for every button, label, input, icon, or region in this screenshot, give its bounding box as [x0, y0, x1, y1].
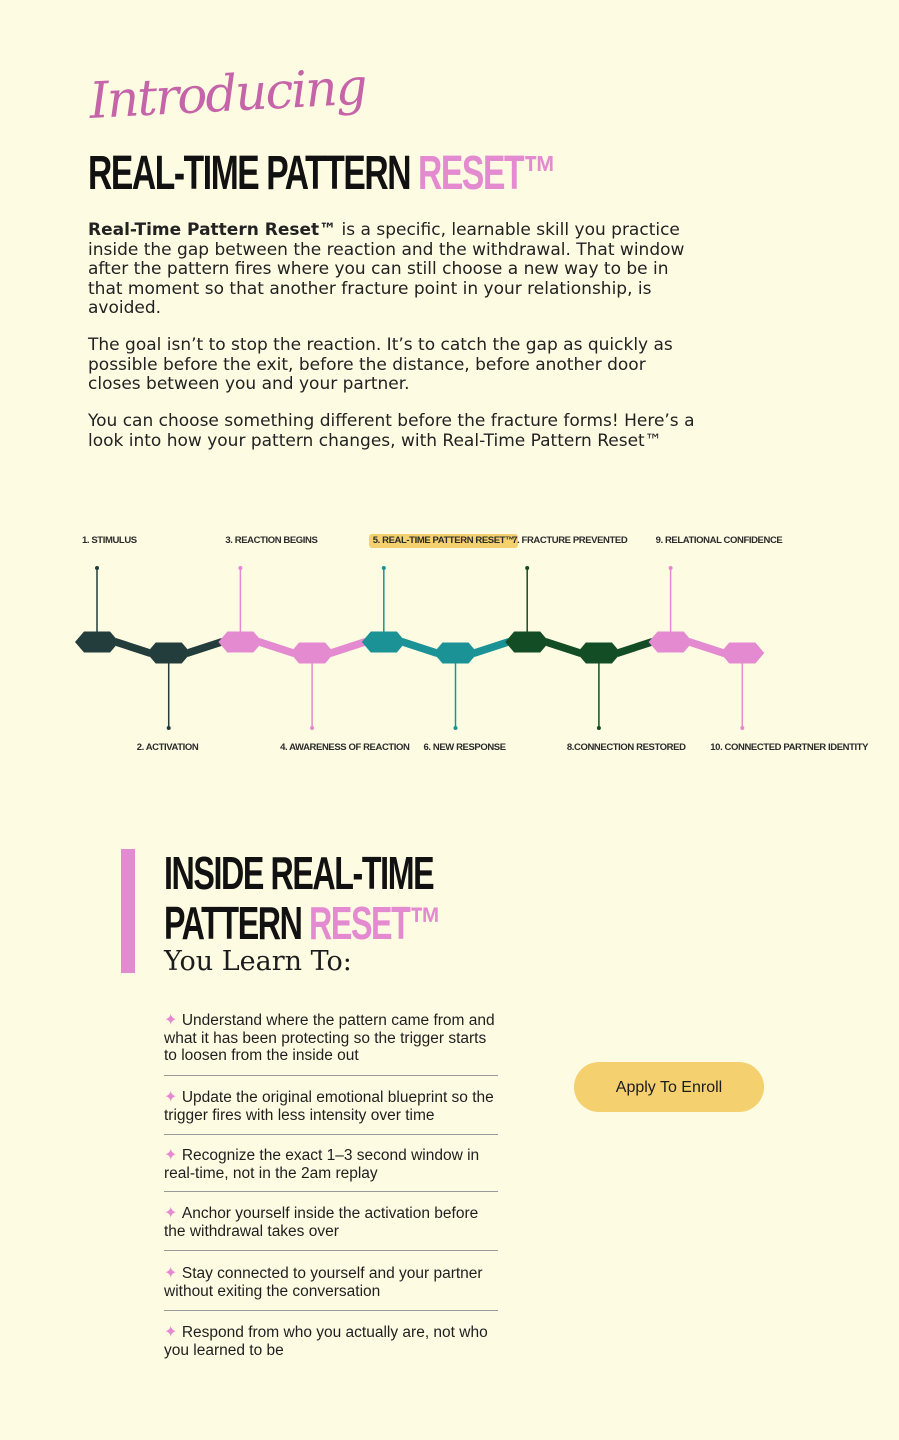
- timeline-connector: [403, 638, 437, 657]
- timeline-connector: [259, 638, 293, 657]
- list-divider: [164, 1310, 498, 1311]
- title-dark: REAL-TIME PATTERN: [88, 147, 419, 200]
- timeline-graphic: [0, 520, 899, 770]
- timeline-connector: [475, 638, 509, 657]
- learn-list-item: [164, 1089, 498, 1124]
- timeline-stem-dot: [238, 566, 242, 570]
- pattern-timeline: [0, 520, 899, 770]
- timeline-node: [505, 632, 549, 653]
- timeline-node: [362, 632, 406, 653]
- section-title-line-1: INSIDE REAL-TIME: [164, 847, 434, 899]
- timeline-stem-dot: [310, 726, 314, 730]
- timeline-connector: [618, 638, 652, 657]
- learn-item-text: Update the original emotional blueprint so the trigger fires with less intensity over time: [164, 1089, 494, 1124]
- timeline-stem-dot: [167, 726, 171, 730]
- learn-item-text: Respond from who you actually are, not who you learned to be: [164, 1324, 488, 1359]
- learn-item-text: Stay connected to yourself and your partner without exiting the conversation: [164, 1265, 483, 1300]
- intro-paragraph-3: You can choose something different before the fracture forms! Here’s a look into how your pattern changes, with Real-Time Pattern Reset™: [88, 411, 695, 451]
- timeline-connector: [116, 638, 150, 657]
- intro-bold-term: Real-Time Pattern Reset™: [88, 220, 337, 240]
- timeline-stem-dot: [740, 726, 744, 730]
- timeline-connector: [546, 638, 580, 657]
- timeline-node: [720, 643, 764, 664]
- timeline-stem-dot: [382, 566, 386, 570]
- section-accent-bar: [121, 849, 135, 973]
- timeline-stem-dot: [525, 566, 529, 570]
- timeline-node: [75, 632, 119, 653]
- timeline-node: [147, 643, 191, 664]
- section-title-dark: PATTERN: [164, 897, 310, 949]
- timeline-step-label: 7. FRACTURE PREVENTED: [512, 535, 628, 546]
- introducing-script: Introducing: [87, 57, 367, 130]
- timeline-node: [218, 632, 262, 653]
- learn-list-item: [164, 1205, 498, 1240]
- timeline-stem-dot: [597, 726, 601, 730]
- learn-item-text: Recognize the exact 1–3 second window in real-time, not in the 2am replay: [164, 1147, 480, 1182]
- section-title-line-2: [164, 897, 441, 949]
- timeline-step-label: 5. REAL-TIME PATTERN RESET™: [369, 534, 518, 548]
- learn-item-text: Understand where the pattern came from and what it has been protecting so the trigger starts to loosen from the inside out: [164, 1012, 495, 1064]
- timeline-step-label: 6. NEW RESPONSE: [423, 742, 506, 753]
- list-divider: [164, 1191, 498, 1192]
- apply-to-enroll-button[interactable]: Apply To Enroll: [574, 1062, 764, 1112]
- timeline-stem-dot: [454, 726, 458, 730]
- list-divider: [164, 1075, 498, 1076]
- sparkle-icon: ✦: [164, 1205, 182, 1222]
- sparkle-icon: ✦: [164, 1265, 182, 1282]
- title-pink: RESET™: [418, 147, 556, 200]
- timeline-step-label: 3. REACTION BEGINS: [225, 535, 318, 546]
- timeline-step-label: 4. AWARENESS OF REACTION: [280, 742, 410, 753]
- learn-list-item: [164, 1147, 498, 1182]
- timeline-connector: [188, 638, 222, 657]
- timeline-connector: [690, 638, 724, 657]
- learn-list-item: [164, 1012, 498, 1065]
- timeline-node: [577, 643, 621, 664]
- list-divider: [164, 1250, 498, 1251]
- timeline-node: [649, 632, 693, 653]
- sparkle-icon: ✦: [164, 1089, 182, 1106]
- timeline-stem-dot: [95, 566, 99, 570]
- sparkle-icon: ✦: [164, 1147, 182, 1164]
- timeline-step-label: 2. ACTIVATION: [136, 742, 199, 753]
- learn-item-text: Anchor yourself inside the activation before the withdrawal takes over: [164, 1205, 479, 1240]
- timeline-stem-dot: [669, 566, 673, 570]
- section-subtitle: You Learn To:: [164, 946, 352, 977]
- timeline-node: [434, 643, 478, 664]
- list-divider: [164, 1134, 498, 1135]
- intro-paragraph-2: The goal isn’t to stop the reaction. It’s to catch the gap as quickly as possible before the exit, before the distance, before another door closes between you and your partner.: [88, 335, 673, 394]
- timeline-step-label: 1. STIMULUS: [82, 535, 137, 546]
- page-title: [88, 147, 556, 200]
- intro-paragraph-1: [88, 221, 698, 319]
- timeline-connector: [331, 638, 365, 657]
- timeline-node: [290, 643, 334, 664]
- intro-text-1: is a specific, learnable skill you practice inside the gap between the reaction and the withdrawal. That window after the pattern fires where you can still choose a new way to be in that moment so that another fracture point in your relationship, is avoided.: [88, 220, 685, 318]
- learn-list-item: [164, 1265, 498, 1300]
- timeline-step-label: 10. CONNECTED PARTNER IDENTITY: [710, 742, 869, 753]
- sparkle-icon: ✦: [164, 1012, 182, 1029]
- section-title-pink: RESET™: [309, 897, 441, 949]
- sparkle-icon: ✦: [164, 1324, 182, 1341]
- timeline-step-label: 8.CONNECTION RESTORED: [566, 742, 686, 753]
- timeline-step-label: 9. RELATIONAL CONFIDENCE: [655, 535, 783, 546]
- learn-list-item: [164, 1324, 498, 1359]
